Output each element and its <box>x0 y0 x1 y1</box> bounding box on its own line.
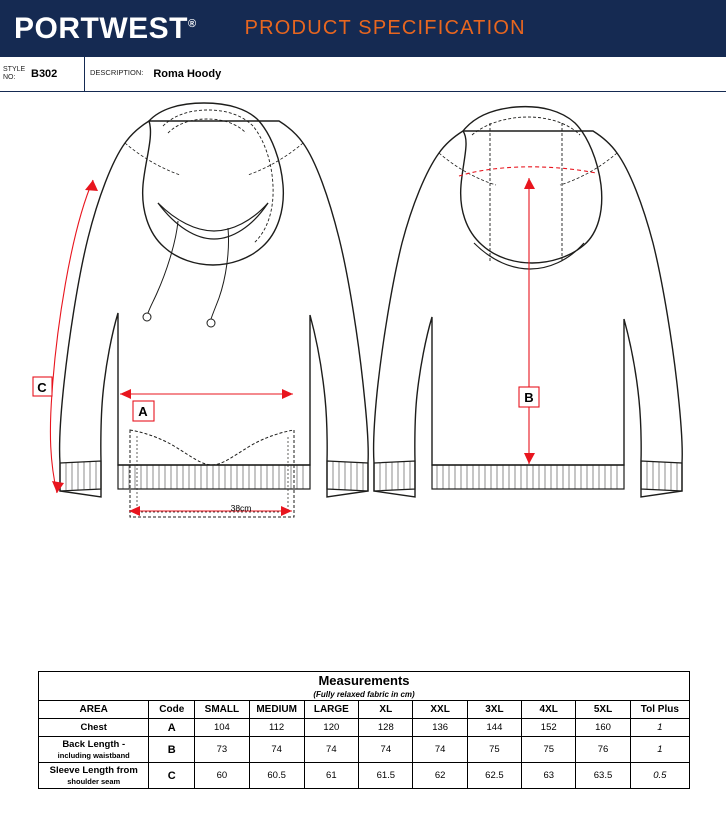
chest-4xl: 152 <box>522 719 576 737</box>
row-area-back-length: Back Length - including waistband <box>39 737 149 763</box>
back-length-xxl: 74 <box>413 737 467 763</box>
sleeve-length-3xl: 62.5 <box>467 763 521 789</box>
chest-medium: 112 <box>249 719 304 737</box>
style-no-label: STYLE NO: <box>3 66 26 81</box>
chest-small: 104 <box>195 719 250 737</box>
description-value: Roma Hoody <box>153 68 222 80</box>
table-row <box>39 737 690 763</box>
row-code-back-length: B <box>149 737 195 763</box>
style-no-cell <box>0 57 85 92</box>
brand-name: PORTWEST <box>14 11 188 45</box>
back-length-3xl: 75 <box>467 737 521 763</box>
column-header-xxl: XXL <box>413 701 467 719</box>
back-length-large: 74 <box>304 737 359 763</box>
measurements-subtitle-row <box>39 689 690 701</box>
chest-tol: 1 <box>630 719 689 737</box>
page-header <box>0 0 726 57</box>
callout-a-front: A <box>138 404 148 419</box>
column-header-area: AREA <box>39 701 149 719</box>
back-length-small: 73 <box>195 737 250 763</box>
chest-5xl: 160 <box>576 719 630 737</box>
measurements-title-row <box>39 672 690 690</box>
sleeve-length-small: 60 <box>195 763 250 789</box>
callout-b-back: B <box>524 390 534 405</box>
sleeve-length-4xl: 63 <box>522 763 576 789</box>
column-header-medium: MEDIUM <box>249 701 304 719</box>
style-description-bar <box>0 57 726 92</box>
chest-large: 120 <box>304 719 359 737</box>
column-header-small: SMALL <box>195 701 250 719</box>
measurements-table-container <box>38 671 690 789</box>
column-header-large: LARGE <box>304 701 359 719</box>
callout-c-front: C <box>37 380 47 395</box>
back-dimension-lines <box>459 167 596 464</box>
brand-logo <box>14 12 197 46</box>
row-area-sleeve-length: Sleeve Length from shoulder seam <box>39 763 149 789</box>
sleeve-length-medium: 60.5 <box>249 763 304 789</box>
measurements-subtitle: (Fully relaxed fabric in cm) <box>39 689 690 701</box>
column-header-code: Code <box>149 701 195 719</box>
column-header-5xl: 5XL <box>576 701 630 719</box>
column-header-xl: XL <box>359 701 413 719</box>
measurements-title: Measurements <box>39 672 690 690</box>
technical-drawing <box>0 93 726 653</box>
back-length-tol: 1 <box>630 737 689 763</box>
column-header-3xl: 3XL <box>467 701 521 719</box>
sleeve-length-large: 61 <box>304 763 359 789</box>
measurements-header-row <box>39 701 690 719</box>
back-length-xl: 74 <box>359 737 413 763</box>
back-view-hoody <box>374 107 683 497</box>
page-title: PRODUCT SPECIFICATION <box>244 17 526 39</box>
front-view-hoody <box>60 103 369 517</box>
description-label: DESCRIPTION: <box>90 68 144 77</box>
row-code-chest: A <box>149 719 195 737</box>
column-header-tol-plus: Tol Plus <box>630 701 689 719</box>
chest-3xl: 144 <box>467 719 521 737</box>
chest-xl: 128 <box>359 719 413 737</box>
back-length-medium: 74 <box>249 737 304 763</box>
sleeve-length-xl: 61.5 <box>359 763 413 789</box>
registered-trademark-icon: ® <box>188 17 197 30</box>
measurements-table <box>38 671 690 789</box>
sleeve-length-5xl: 63.5 <box>576 763 630 789</box>
row-code-sleeve-length: C <box>149 763 195 789</box>
pocket-width-label: 38cm <box>230 503 252 513</box>
table-row <box>39 719 690 737</box>
column-header-4xl: 4XL <box>522 701 576 719</box>
table-row <box>39 763 690 789</box>
sleeve-length-xxl: 62 <box>413 763 467 789</box>
sleeve-length-tol: 0.5 <box>630 763 689 789</box>
row-area-chest: Chest <box>39 719 149 737</box>
back-length-5xl: 76 <box>576 737 630 763</box>
back-length-4xl: 75 <box>522 737 576 763</box>
style-no-value: B302 <box>31 68 58 80</box>
description-cell <box>85 57 726 92</box>
chest-xxl: 136 <box>413 719 467 737</box>
